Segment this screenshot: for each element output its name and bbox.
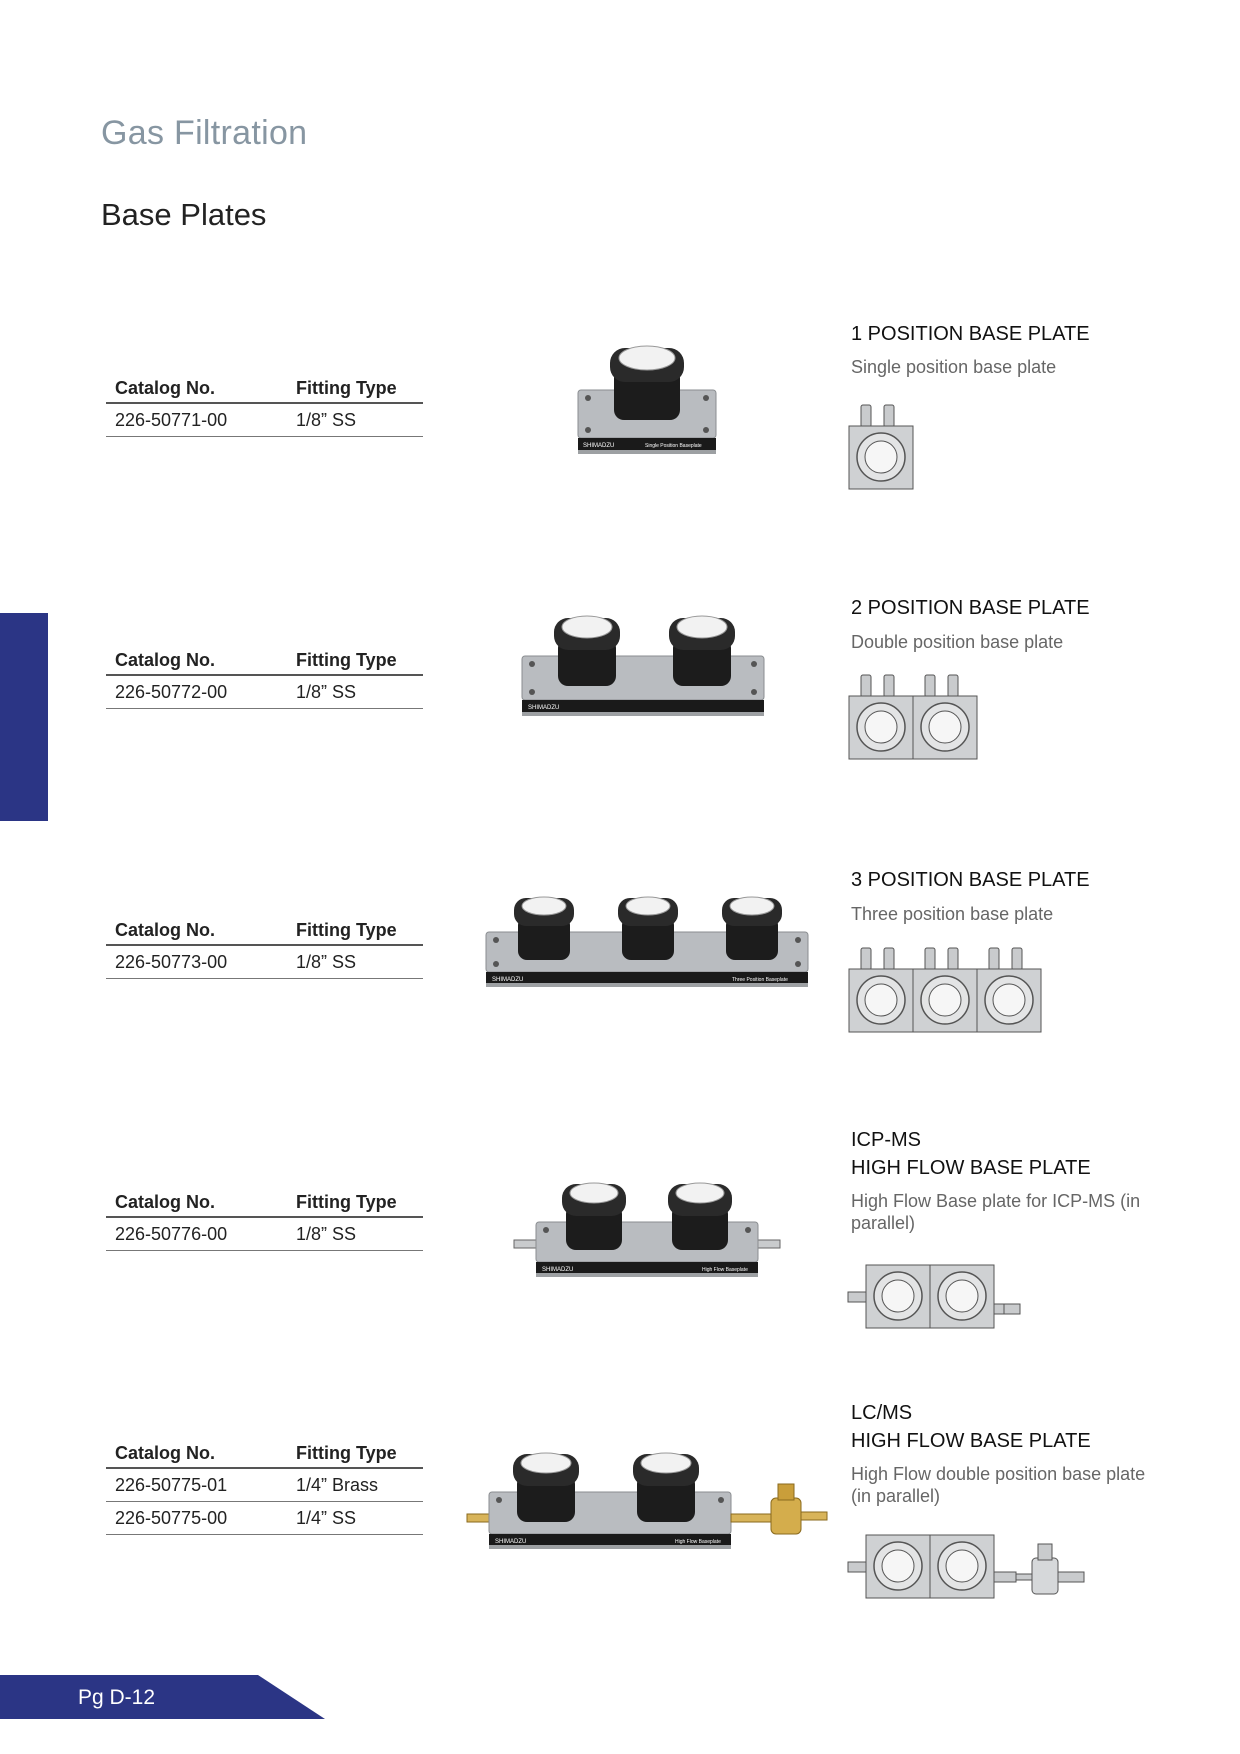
spec-table-lcms-high-flow	[106, 1443, 423, 1535]
fitting-header: Fitting Type	[296, 1443, 397, 1463]
spec-table-header	[106, 650, 423, 676]
spec-table-2-position	[106, 650, 423, 709]
double-position-baseplate-photo	[518, 610, 768, 725]
fitting-type: 1/8” SS	[296, 682, 357, 702]
product-title: LC/MS HIGH FLOW BASE PLATE	[851, 1402, 1091, 1452]
table-row	[106, 404, 423, 437]
product-description: Three position base plate	[851, 904, 1054, 924]
catalog-header: Catalog No.	[115, 1192, 216, 1212]
catalog-header: Catalog No.	[115, 378, 216, 398]
fitting-type: 1/4” SS	[296, 1508, 357, 1528]
catalog-number: 226-50773-00	[115, 952, 228, 972]
page-number-tab	[0, 1675, 325, 1719]
fitting-header: Fitting Type	[296, 1192, 397, 1212]
fitting-type: 1/8” SS	[296, 1224, 357, 1244]
product-description: High Flow Base plate for ICP-MS (in parallel)	[851, 1191, 1141, 1233]
spec-table-3-position	[106, 920, 423, 979]
lcms-high-flow-schematic	[846, 1530, 1091, 1610]
catalog-header: Catalog No.	[115, 650, 216, 670]
fitting-header: Fitting Type	[296, 650, 397, 670]
product-description: Double position base plate	[851, 632, 1064, 652]
page-number: Pg D-12	[78, 1686, 156, 1709]
photo-label-text: Three Position Baseplate	[732, 977, 788, 983]
double-position-schematic	[846, 670, 981, 765]
photo-label-text: Single Position Baseplate	[645, 443, 702, 449]
product-title: ICP-MS HIGH FLOW BASE PLATE	[851, 1129, 1091, 1179]
spec-table-header	[106, 378, 423, 404]
product-title: 1 POSITION BASE PLATE	[851, 323, 1090, 345]
catalog-number: 226-50772-00	[115, 682, 228, 702]
table-row	[106, 946, 423, 979]
page-subheading: Base Plates	[101, 197, 267, 232]
three-position-baseplate-photo	[482, 890, 812, 995]
fitting-header: Fitting Type	[296, 378, 397, 398]
table-row	[106, 1502, 423, 1535]
product-title: 2 POSITION BASE PLATE	[851, 597, 1090, 619]
product-title: 3 POSITION BASE PLATE	[851, 869, 1090, 891]
table-row	[106, 1218, 423, 1251]
spec-table-header	[106, 1192, 423, 1218]
fitting-type: 1/4” Brass	[296, 1475, 379, 1495]
fitting-type: 1/8” SS	[296, 952, 357, 972]
spec-table-header	[106, 920, 423, 946]
photo-brand-text: SHIMADZU	[583, 443, 615, 449]
lcms-high-flow-baseplate-photo	[465, 1448, 830, 1560]
catalog-header: Catalog No.	[115, 920, 216, 940]
photo-label-text: High Flow Baseplate	[675, 1539, 721, 1545]
product-description: Single position base plate	[851, 357, 1057, 377]
catalog-number: 226-50776-00	[115, 1224, 228, 1244]
spec-table-icpms-high-flow	[106, 1192, 423, 1251]
fitting-type: 1/8” SS	[296, 410, 357, 430]
photo-brand-text: SHIMADZU	[528, 705, 560, 711]
table-row	[106, 676, 423, 709]
catalog-number: 226-50775-01	[115, 1475, 228, 1495]
spec-table-1-position	[106, 378, 423, 437]
section-side-tab	[0, 613, 48, 821]
icpms-high-flow-baseplate-photo	[512, 1178, 782, 1283]
photo-brand-text: SHIMADZU	[542, 1267, 574, 1273]
fitting-header: Fitting Type	[296, 920, 397, 940]
photo-label-text: High Flow Baseplate	[702, 1267, 748, 1273]
spec-table-header	[106, 1443, 423, 1469]
catalog-header: Catalog No.	[115, 1443, 216, 1463]
photo-brand-text: SHIMADZU	[495, 1539, 527, 1545]
single-position-baseplate-photo	[570, 340, 720, 465]
photo-brand-text: SHIMADZU	[492, 977, 524, 983]
table-row	[106, 1469, 423, 1502]
single-position-schematic	[846, 400, 916, 492]
catalog-number: 226-50775-00	[115, 1508, 228, 1528]
icpms-high-flow-schematic	[846, 1262, 1026, 1334]
product-description: High Flow double position base plate (in parallel)	[851, 1464, 1146, 1506]
catalog-number: 226-50771-00	[115, 410, 228, 430]
three-position-schematic	[846, 943, 1046, 1038]
page-heading: Gas Filtration	[101, 114, 308, 152]
